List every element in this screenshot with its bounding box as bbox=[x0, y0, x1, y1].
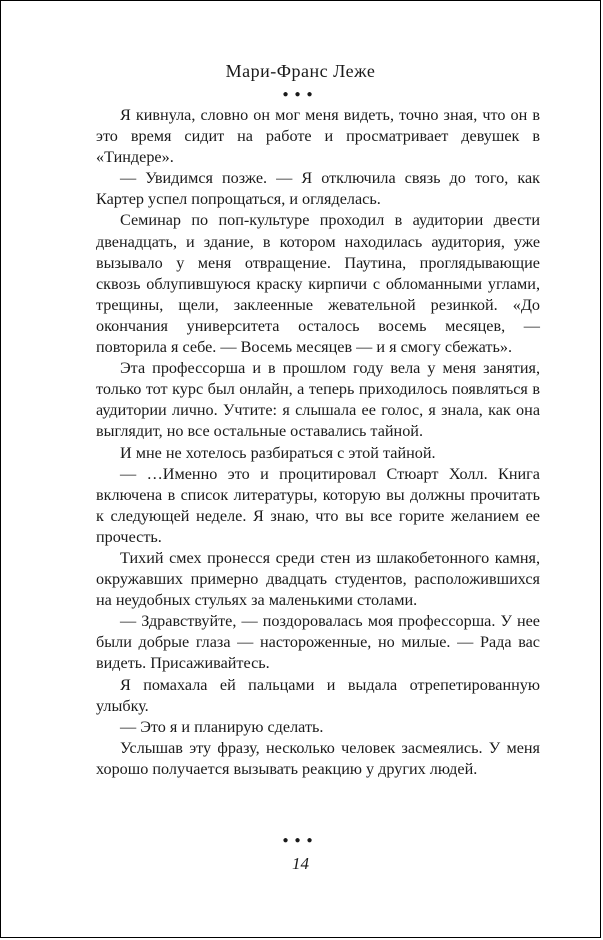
paragraph: Я кивнула, словно он мог меня видеть, точно зная, что он в это время сидит на работе и просматривает девушек в «Тиндере». bbox=[96, 106, 540, 167]
paragraph: Семинар по поп-культуре проходил в аудитории двести двенадцать, и здание, в котором находилась аудитория, уже вызывало у меня отвращение. Паутина, проглядывающие сквозь облупившуюся краску кирпичи с обломанными углами, трещины, щели, заклеенные жевательной резинкой. «До окончания университета осталось восемь месяцев, — повторила я себе. — Восемь месяцев — и я смогу сбежать». bbox=[96, 211, 540, 357]
paragraph: — …Именно это и процитировал Стюарт Холл. Книга включена в список литературы, которую вы должны прочитать к следующей неделе. Я знаю, что вы все горите желанием ее прочесть. bbox=[96, 464, 540, 546]
paragraph: Я помахала ей пальцами и выдала отрепетированную улыбку. bbox=[96, 675, 540, 715]
running-header-author: Мари-Франс Леже bbox=[225, 61, 376, 81]
ornament-dots-bottom: ●●● bbox=[282, 835, 319, 846]
paragraph: И мне не хотелось разбираться с этой тайной. bbox=[120, 443, 436, 462]
paragraph: — Здравствуйте, — поздоровалась моя профессорша. У нее были добрые глаза — настороженные, но милые. — Рада вас видеть. Присаживайтесь. bbox=[96, 612, 540, 673]
paragraph: Тихий смех пронесся среди стен из шлакобетонного камня, окружавших примерно двадцать студентов, расположившихся на неудобных стульях за маленькими столами. bbox=[96, 548, 540, 610]
paragraph: — Это я и планирую сделать. bbox=[120, 717, 324, 736]
page-number: 14 bbox=[292, 854, 309, 873]
paragraph: Услышав эту фразу, несколько человек засмеялись. У меня хорошо получается вызывать реакцию у других людей. bbox=[96, 738, 540, 778]
paragraph: Эта профессорша и в прошлом году вела у меня занятия, только тот курс был онлайн, а теперь приходилось появляться в аудитории лично. Учтите: я слышала ее голос, я знала, как она выглядит, но все остальные оставались тайной. bbox=[96, 359, 540, 441]
body-text bbox=[96, 105, 540, 780]
ornament-dots-top: ●●● bbox=[282, 89, 319, 100]
paragraph: — Увидимся позже. — Я отключила связь до того, как Картер успел попрощаться, и огляделась. bbox=[96, 169, 540, 209]
